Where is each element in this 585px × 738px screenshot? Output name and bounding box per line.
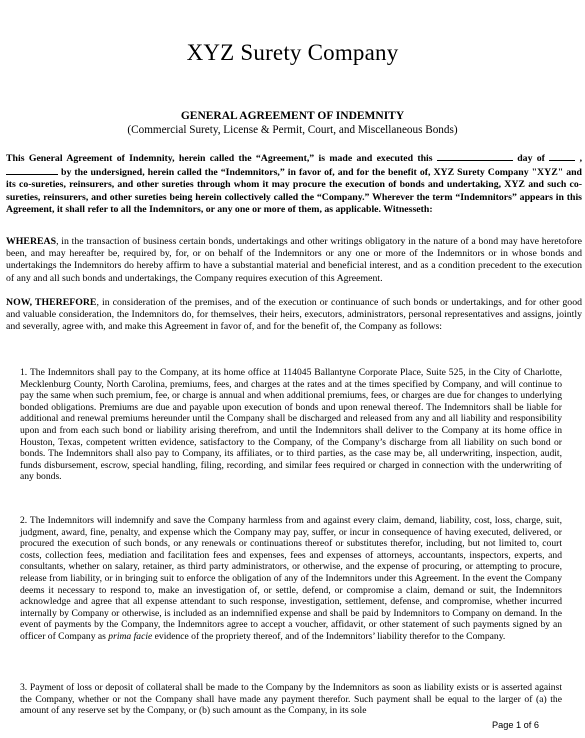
intro-text-3: , [579,153,583,164]
clause-3: 3. Payment of loss or deposit of collateral shall be made to the Company by the Indemnitors as soon as liability exists or is asserted against the Company, whether or not the Company shall have made any payment therefor. Such payment shall be equal to the larger of (a) the amount of any reserve set by the Company, or (b) such amount as the Company, in its sole [20,682,562,717]
now-therefore-paragraph [6,297,582,334]
clause-1: 1. The Indemnitors shall pay to the Company, at its home office at 114045 Ballantyne Corporate Place, Suite 525, in the City of Charlotte, Mecklenburg County, North Carolina, premiums, fees, and charges at the rates and at the times specified by Company, and will continue to pay the same when such premium, fee, or charge is annual and when additional premiums, fees, or charges are due for changes to underlying bonded obligations. Premiums are due and payable upon execution of bonds and upon renewal thereof. The Indemnitors shall be liable for additional and renewal premiums hereunder until the Company shall be discharged and released from any and all liability and responsibility upon and from each such bond or liability arising therefrom, and until the Indemnitors shall deliver to the Company at its home office in Houston, Texas, competent written evidence, satisfactory to the Company, of the Company’s discharge from all liability on such bond or bonds. The Indemnitors shall also pay to Company, its affiliates, or to third parties, as the case may be, all underwriting, inspection, audit, funds disbursement, escrow, special handling, filing, recording, and similar fees required or charged in connection with the underwriting of any bonds. [20,367,562,483]
intro-text-1: This General Agreement of Indemnity, herein called the “Agreement,” is made and executed this [6,153,433,164]
whereas-lead: WHEREAS [6,236,57,247]
date-blank-day[interactable] [437,151,513,161]
date-blank-year[interactable] [6,165,58,175]
company-name: XYZ Surety Company [186,40,399,65]
date-blank-month[interactable] [549,151,575,161]
clause-2-text-b: evidence of the propriety thereof, and of the Indemnitors’ liability therefor to the Company. [154,630,506,642]
whereas-text: , in the transaction of business certain bonds, undertakings and other writings obligatory in the nature of a bond may have heretofore been, and may hereafter be, required by, for, or on behalf of the Indemnitors or any one or more of the Indemnitors or in whose bonds and undertakings the Indemnitors do hereby affirm to have a substantial material and beneficial interest, and as a condition precedent to the execution of any and all such bonds and undertakings, the Company requires execution of this Agreement. [6,236,582,284]
clause-2-text-a: 2. The Indemnitors will indemnify and save the Company harmless from and against every claim, demand, liability, cost, loss, charge, suit, judgment, award, fine, penalty, and expense which the Company may pay, suffer, or incur in consequence of having executed, delivered, or procured the execution of such bonds, or any renewals or continuations thereof or substitutes therefor, including, but not limited to, court costs, collection fees, mediation and facilitation fees and expenses, fees and expenses of attorneys, accountants, inspectors, experts, and consultants, whether on salary, retainer, as third party administrators, or otherwise, and the expense of procuring, or attempting to procure, release from liability, or in bringing suit to enforce the obligation of any of the Indemnitors under this Agreement. In the event the Company deems it necessary to respond to, make an investigation of, or settle, defend, or compromise a claim, demand or suit, the Indemnitors acknowledge and agree that all expense attendant to such response, investigation, settlement, defense, and compromise, whether incurred internally by Company or otherwise, is included as an indemnified expense and shall be paid by Indemnitors to Company on demand. In the event of payments by the Company, the Indemnitors agree to accept a voucher, affidavit, or other statement of such payments signed by an officer of Company as [20,515,562,642]
intro-paragraph [6,151,582,216]
intro-text-4: by the undersigned, herein called the “Indemnitors,” in favor of, and for the benefit of, XYZ Surety Company "XYZ" and its co-sureties, reinsurers, and other sureties through whom it may procure the execution of bonds and undertaking, XYZ and such co-sureties, reinsurers, and other sureties being herein collectively called the “Company.” Wherever the term “Indemnitors” appears in this Agreement, it shall refer to all the Indemnitors, or any one or more of them, as applicable. Witnesseth: [6,167,582,215]
whereas-paragraph [6,236,582,285]
intro-text-2: day of [517,153,545,164]
page-number: Page 1 of 6 [492,720,539,730]
clause-2 [20,515,562,643]
clause-2-italic: prima facie [108,630,153,642]
now-therefore-lead: NOW, THEREFORE [6,297,97,308]
document-subtitle: (Commercial Surety, License & Permit, Court, and Miscellaneous Bonds) [127,124,458,136]
now-therefore-text: , in consideration of the premises, and of the execution or continuance of such bonds or undertakings, and for other good and valuable consideration, the Indemnitors do, for themselves, their heirs, executors, administrators, personal representatives and assigns, jointly and severally, agree with, and make this Agreement in favor of, and for the benefit of, the Company as follows: [6,297,582,333]
document-title: GENERAL AGREEMENT OF INDEMNITY [180,110,405,122]
